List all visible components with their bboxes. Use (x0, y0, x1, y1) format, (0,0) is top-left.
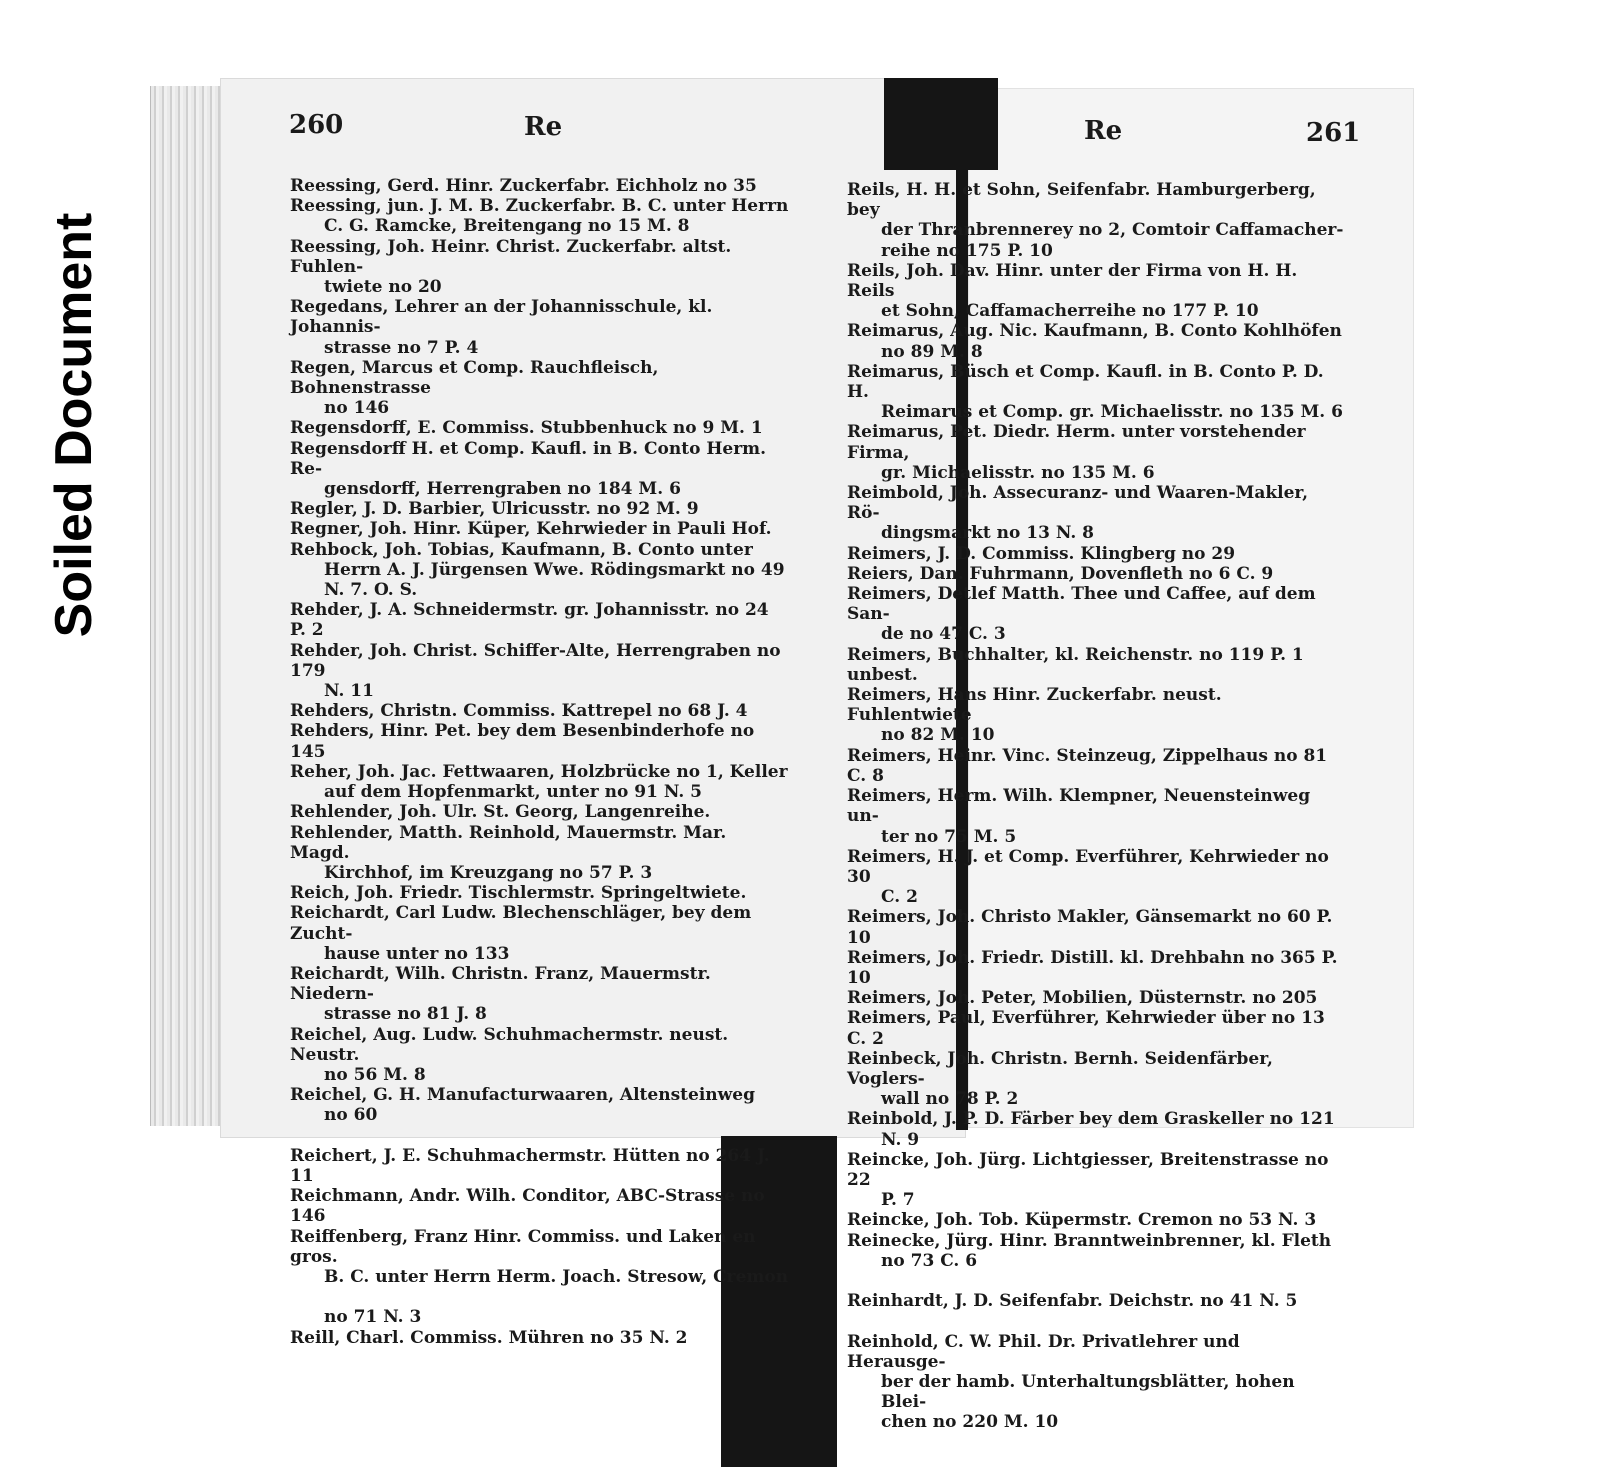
directory-line: Regensdorff, E. Commiss. Stubbenhuck no 9 M. 1 (290, 418, 763, 439)
directory-line: no 56 M. 8 (324, 1064, 426, 1085)
directory-line: strasse no 7 P. 4 (324, 337, 479, 358)
directory-line: Reimers, H. J. et Comp. Everführer, Kehrwieder no 30 (847, 846, 1329, 887)
directory-line: Reiffenberg, Franz Hinr. Commiss. und Laken en gros. (290, 1226, 756, 1267)
directory-line: Reill, Charl. Commiss. Mühren no 35 N. 2 (290, 1327, 688, 1348)
directory-line: Reimarus, Aug. Nic. Kaufmann, B. Conto Kohlhöfen (847, 321, 1342, 342)
directory-line: Reichardt, Wilh. Christn. Franz, Mauermstr. Niedern- (290, 963, 711, 1005)
directory-line (290, 1126, 790, 1146)
directory-line: no 71 N. 3 (324, 1307, 422, 1328)
directory-line: Reincke, Joh. Tob. Küpermstr. Cremon no 53 N. 3 (847, 1210, 1317, 1231)
left-page-number: 260 (289, 110, 344, 140)
left-running-head: Re (524, 112, 563, 142)
directory-line: Reincke, Joh. Jürg. Lichtgiesser, Breitenstrasse no 22 (847, 1149, 1329, 1190)
directory-line: Reich, Joh. Friedr. Tischlermstr. Springeltwiete. (290, 883, 747, 904)
right-page-number: 261 (1306, 118, 1361, 148)
directory-line: Reimers, Joh. Peter, Mobilien, Düsternstr. no 205 (847, 988, 1318, 1009)
directory-line: Rehbock, Joh. Tobias, Kaufmann, B. Conto unter (290, 539, 753, 560)
directory-line: reihe no 175 P. 10 (881, 240, 1053, 261)
directory-line: Reimers, Joh. Christo Makler, Gänsemarkt no 60 P. 10 (847, 907, 1333, 948)
directory-line: Reils, Joh. Dav. Hinr. unter der Firma von H. H. Reils (847, 260, 1298, 302)
right-entry-list (847, 180, 1344, 1433)
directory-line: Reimers, Paul, Everführer, Kehrwieder über no 13 C. 2 (847, 1008, 1325, 1049)
directory-line: Rehders, Hinr. Pet. bey dem Besenbinderhofe no 145 (290, 721, 755, 762)
directory-line (847, 1271, 1344, 1291)
directory-line: Reimers, Detlef Matth. Thee und Caffee, auf dem San- (847, 584, 1316, 625)
directory-line: Rehders, Christn. Commiss. Kattrepel no 68 J. 4 (290, 701, 748, 722)
directory-line: Reimers, Joh. Friedr. Distill. kl. Drehbahn no 365 P. 10 (847, 947, 1338, 988)
directory-line: C. G. Ramcke, Breitengang no 15 M. 8 (324, 216, 690, 237)
directory-line: strasse no 81 J. 8 (324, 1004, 487, 1025)
directory-line: Reinbeck, Joh. Christn. Bernh. Seidenfärber, Voglers- (847, 1048, 1273, 1089)
directory-line: no 60 (324, 1105, 378, 1126)
directory-line: Regedans, Lehrer an der Johannisschule, kl. Johannis- (290, 297, 713, 338)
directory-line: Reimarus et Comp. gr. Michaelisstr. no 135 M. 6 (881, 402, 1343, 423)
directory-line: ber der hamb. Unterhaltungsblätter, hohen Blei- (881, 1371, 1295, 1413)
directory-line: Reessing, Joh. Heinr. Christ. Zuckerfabr. altst. Fuhlen- (290, 236, 732, 277)
directory-line: Reimarus, Büsch et Comp. Kaufl. in B. Conto P. D. H. (847, 361, 1324, 403)
directory-line: twiete no 20 (324, 277, 442, 298)
directory-line: Reinbold, J. P. D. Färber bey dem Graskeller no 121 (847, 1109, 1335, 1130)
directory-line: Reessing, jun. J. M. B. Zuckerfabr. B. C. unter Herrn (290, 196, 789, 217)
directory-line (290, 1287, 790, 1307)
directory-line: Reils, H. H. et Sohn, Seifenfabr. Hamburgerberg, bey (847, 180, 1316, 221)
directory-line: Reichmann, Andr. Wilh. Conditor, ABC-Strasse no 146 (290, 1186, 765, 1227)
directory-line: Reimbold, Joh. Assecuranz- und Waaren-Makler, Rö- (847, 483, 1309, 524)
directory-line: no 82 M. 10 (881, 725, 995, 746)
directory-line: Reinecke, Jürg. Hinr. Branntweinbrenner, kl. Fleth (847, 1230, 1332, 1251)
directory-line: de no 47 C. 3 (881, 624, 1006, 645)
directory-line: B. C. unter Herrn Herm. Joach. Stresow, Cremon (324, 1266, 789, 1287)
directory-line: no 89 M. 8 (881, 341, 983, 362)
directory-line: Reher, Joh. Jac. Fettwaaren, Holzbrücke no 1, Keller (290, 761, 788, 782)
left-entry-list (290, 176, 790, 1348)
directory-line: Rehder, J. A. Schneidermstr. gr. Johannisstr. no 24 P. 2 (290, 600, 769, 641)
directory-line: Reessing, Gerd. Hinr. Zuckerfabr. Eichholz no 35 (290, 176, 757, 196)
directory-line: Rehder, Joh. Christ. Schiffer-Alte, Herrengraben no 179 (290, 640, 781, 681)
top-binding-tab (884, 78, 998, 170)
directory-line: dingsmarkt no 13 N. 8 (881, 523, 1094, 544)
directory-line: Rehlender, Matth. Reinhold, Mauermstr. Mar. Magd. (290, 822, 727, 863)
directory-line: hause unter no 133 (324, 943, 510, 964)
directory-line: N. 7. O. S. (324, 580, 418, 601)
directory-line: Reichel, G. H. Manufacturwaaren, Altensteinweg (290, 1085, 755, 1106)
directory-line: Reiers, Dan. Fuhrmann, Dovenfleth no 6 C. 9 (847, 563, 1274, 584)
directory-line: gensdorff, Herrengraben no 184 M. 6 (324, 479, 681, 500)
directory-line: no 73 C. 6 (881, 1250, 978, 1271)
directory-line: Reichel, Aug. Ludw. Schuhmachermstr. neust. Neustr. (290, 1024, 729, 1065)
directory-line: et Sohn, Caffamacherreihe no 177 P. 10 (881, 301, 1259, 322)
directory-line: N. 11 (324, 681, 374, 702)
directory-line: Kirchhof, im Kreuzgang no 57 P. 3 (324, 862, 653, 883)
soiled-document-stamp (44, 170, 104, 680)
directory-line: ter no 75 M. 5 (881, 826, 1017, 847)
directory-line: Regensdorff H. et Comp. Kaufl. in B. Conto Herm. Re- (290, 438, 767, 479)
directory-line (847, 1311, 1344, 1331)
directory-line: Reimers, Hans Hinr. Zuckerfabr. neust. Fuhlentwiete (847, 685, 1222, 726)
directory-line: no 146 (324, 398, 390, 419)
right-running-head: Re (1084, 116, 1123, 146)
directory-line: Rehlender, Joh. Ulr. St. Georg, Langenreihe. (290, 802, 711, 823)
directory-line: N. 9 (881, 1129, 920, 1150)
directory-line: Regen, Marcus et Comp. Rauchfleisch, Bohnenstrasse (290, 357, 659, 399)
directory-line: Reimers, Herm. Wilh. Klempner, Neuensteinweg un- (847, 786, 1311, 827)
directory-line: Reinhardt, J. D. Seifenfabr. Deichstr. no 41 N. 5 (847, 1291, 1298, 1312)
directory-line: Reimers, J. D. Commiss. Klingberg no 29 (847, 543, 1236, 564)
directory-line: der Thranbrennerey no 2, Comtoir Caffamacher- (881, 220, 1344, 241)
directory-line: Regner, Joh. Hinr. Küper, Kehrwieder in Pauli Hof. (290, 519, 772, 540)
directory-line: Reinhold, C. W. Phil. Dr. Privatlehrer und Herausge- (847, 1331, 1240, 1372)
directory-line: P. 7 (881, 1190, 915, 1211)
directory-line: Reichert, J. E. Schuhmachermstr. Hütten no 264 J. 11 (290, 1145, 770, 1186)
directory-line: wall no 78 P. 2 (881, 1089, 1019, 1110)
directory-line: chen no 220 M. 10 (881, 1412, 1059, 1433)
stamp-label: Soiled Document (45, 212, 103, 638)
directory-line: Reimers, Buchhalter, kl. Reichenstr. no 119 P. 1 unbest. (847, 644, 1304, 685)
directory-line: Reichardt, Carl Ludw. Blechenschläger, bey dem Zucht- (290, 903, 752, 944)
directory-line: gr. Michaelisstr. no 135 M. 6 (881, 462, 1155, 483)
directory-line: Regler, J. D. Barbier, Ulricusstr. no 92 M. 9 (290, 499, 699, 520)
directory-line: Reimarus, Pet. Diedr. Herm. unter vorstehender Firma, (847, 422, 1306, 463)
directory-line: auf dem Hopfenmarkt, unter no 91 N. 5 (324, 782, 702, 803)
directory-line: Herrn A. J. Jürgensen Wwe. Rödingsmarkt no 49 (324, 559, 785, 580)
directory-line: Reimers, Heinr. Vinc. Steinzeug, Zippelhaus no 81 C. 8 (847, 745, 1328, 786)
directory-line: C. 2 (881, 887, 918, 908)
page-edges (150, 86, 223, 1126)
